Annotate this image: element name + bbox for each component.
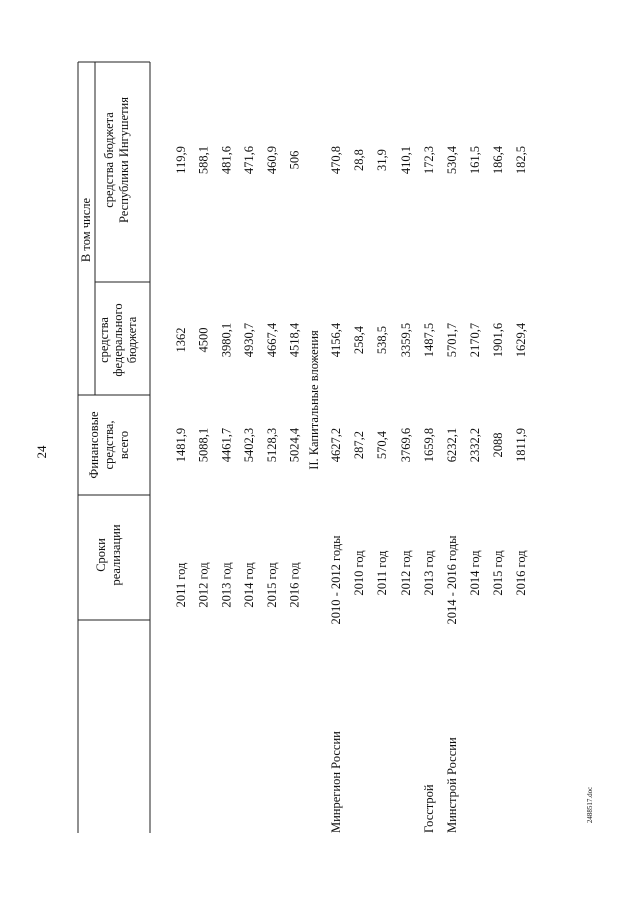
row-org: Минстрой России	[445, 737, 459, 833]
header-period-line2: реализации	[109, 524, 123, 586]
header-total-line2: средства,	[102, 420, 116, 470]
row-bottom-regional: 172,3	[422, 145, 436, 175]
row-bottom-total: 4627,2	[329, 427, 343, 463]
row-top-period: 2016 год	[287, 562, 302, 608]
row-bottom-total: 2088	[491, 432, 505, 458]
row-bottom-regional: 410,1	[399, 145, 413, 175]
row-bottom-total: 3769,6	[399, 427, 413, 463]
row-bottom-regional: 161,5	[468, 145, 482, 175]
row-top-regional: 471,6	[242, 145, 257, 175]
row-bottom-total: 1811,9	[514, 428, 528, 462]
row-bottom-total: 287,2	[352, 430, 366, 460]
row-top-regional: 506	[287, 150, 302, 170]
row-top-federal: 3980,1	[219, 322, 234, 358]
row-bottom-period: 2014 год	[468, 550, 482, 596]
header-federal-line2: федерального	[111, 303, 125, 377]
row-bottom-period: 2010 год	[352, 550, 366, 596]
row-top-total: 1481,9	[174, 427, 188, 463]
header-period-line1: Сроки	[94, 538, 108, 572]
row-top-federal: 1362	[174, 327, 188, 353]
row-bottom-federal: 1629,4	[514, 322, 528, 358]
row-top-regional: 119,9	[174, 146, 188, 174]
page-number: 24	[34, 445, 49, 459]
row-top-period: 2012 год	[196, 562, 211, 608]
footer-doc-id: 2488517.doc	[586, 786, 594, 824]
row-top-period: 2014 год	[242, 562, 257, 608]
row-bottom-regional: 186,4	[491, 145, 505, 175]
row-bottom-regional: 470,8	[329, 145, 343, 175]
row-top-period: 2015 год	[264, 562, 279, 608]
row-bottom-regional: 182,5	[514, 145, 528, 175]
row-bottom-regional: 31,9	[375, 149, 389, 171]
row-bottom-federal: 1487,5	[422, 322, 436, 358]
row-top-total: 5128,3	[264, 427, 279, 463]
row-bottom-federal: 4156,4	[329, 322, 343, 358]
row-bottom-total: 6232,1	[445, 427, 459, 463]
row-bottom-federal: 5701,7	[445, 322, 459, 358]
row-top-regional: 481,6	[219, 145, 234, 175]
row-org: Минрегион России	[329, 731, 343, 833]
row-bottom-federal: 1901,6	[491, 322, 505, 358]
header-federal-line1: средства	[97, 317, 111, 363]
row-bottom-period: 2013 год	[422, 550, 436, 596]
row-top-total: 5024,4	[287, 427, 302, 463]
row-top-federal: 4500	[196, 327, 211, 353]
table-cells	[79, 97, 528, 833]
header-in-that-number: В том числе	[79, 197, 93, 263]
header-total-line1: Финансовые	[87, 411, 101, 479]
header-regional-line1: средства бюджета	[102, 112, 116, 208]
row-top-total: 4461,7	[219, 427, 234, 463]
row-top-period: 2013 год	[219, 562, 234, 608]
row-bottom-period: 2011 год	[375, 550, 389, 596]
row-bottom-period: 2015 год	[491, 550, 505, 596]
row-top-total: 5402,3	[242, 427, 257, 463]
row-bottom-period: 2010 - 2012 годы	[329, 535, 343, 625]
row-bottom-total: 1659,8	[422, 427, 436, 463]
row-top-regional: 588,1	[196, 145, 211, 175]
section-title: II. Капитальные вложения	[307, 330, 321, 470]
row-bottom-period: 2016 год	[514, 550, 528, 596]
row-top-federal: 4667,4	[264, 322, 279, 358]
row-bottom-total: 2332,2	[468, 427, 482, 463]
row-org: Госстрой	[422, 784, 436, 833]
header-total-line3: всего	[117, 430, 131, 460]
row-top-total: 5088,1	[196, 427, 211, 463]
row-bottom-federal: 258,4	[352, 325, 366, 355]
header-federal-line3: бюджета	[125, 316, 139, 364]
row-top-federal: 4518,4	[287, 322, 302, 358]
row-bottom-federal: 3359,5	[399, 322, 413, 358]
row-top-regional: 460,9	[264, 145, 279, 175]
row-bottom-period: 2012 год	[399, 550, 413, 596]
row-bottom-period: 2014 - 2016 годы	[445, 535, 459, 625]
row-bottom-regional: 530,4	[445, 145, 459, 175]
row-bottom-total: 570,4	[375, 430, 389, 460]
row-bottom-federal: 2170,7	[468, 322, 482, 358]
row-top-federal: 4930,7	[242, 322, 257, 358]
row-bottom-regional: 28,8	[352, 149, 366, 171]
header-regional-line2: Республики Ингушетия	[117, 96, 131, 224]
row-bottom-federal: 538,5	[375, 325, 389, 355]
row-top-period: 2011 год	[174, 562, 188, 608]
